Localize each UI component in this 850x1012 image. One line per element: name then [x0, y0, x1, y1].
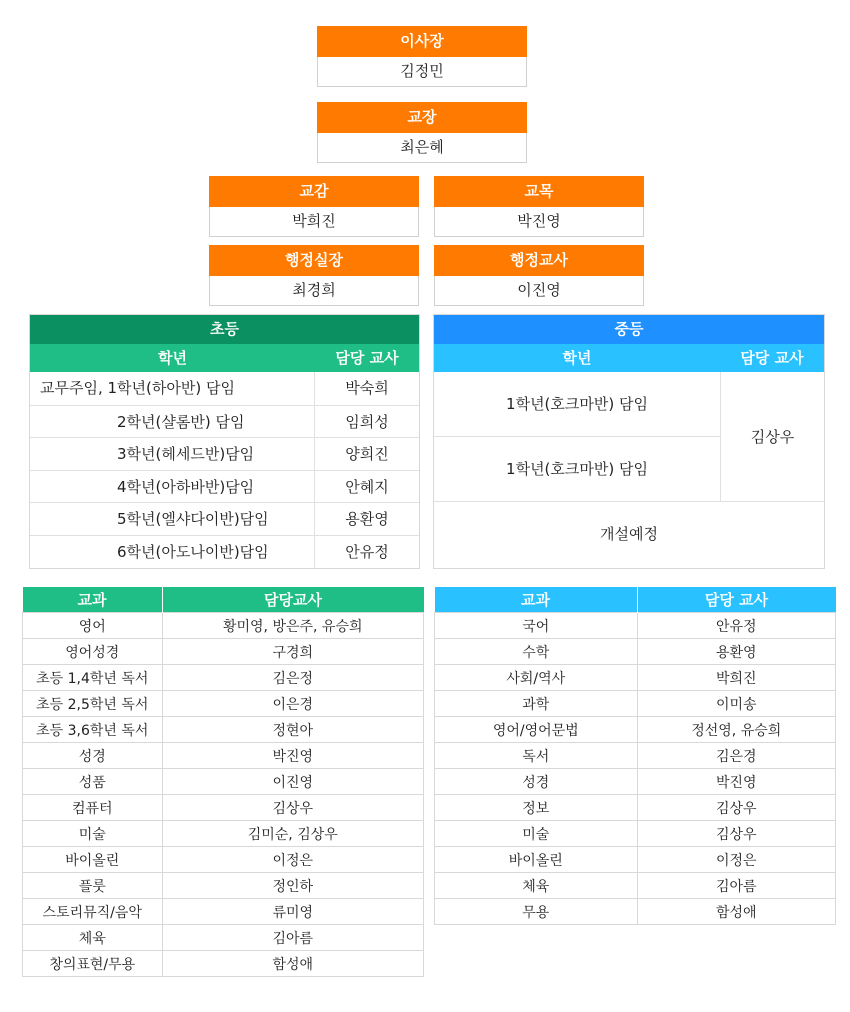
- subject-cell: 초등 2,5학년 독서: [23, 691, 163, 717]
- subject-row: [435, 743, 836, 769]
- teacher-cell: 안유정: [345, 542, 389, 561]
- subject-row: [23, 847, 424, 873]
- elementary-column-header: [30, 344, 419, 372]
- subject-row: [23, 821, 424, 847]
- teacher-cell: 용환영: [345, 510, 389, 529]
- subject-row: [435, 873, 836, 899]
- vice-principal-box: [209, 176, 419, 237]
- teacher-cell: 정선영, 유승희: [637, 717, 836, 743]
- subject-cell: 수학: [435, 639, 638, 665]
- subject-row: [23, 665, 424, 691]
- elementary-row: [30, 470, 419, 503]
- chairman-name: 김정민: [317, 57, 527, 87]
- elementary-row: [30, 535, 419, 568]
- subject-cell: 초등 1,4학년 독서: [23, 665, 163, 691]
- subject-cell: 플룻: [23, 873, 163, 899]
- grade-cell: 교무주임, 1학년(하아반) 담임: [30, 372, 315, 405]
- teacher-cell: 황미영, 방은주, 유승희: [162, 613, 424, 639]
- subject-row: [23, 795, 424, 821]
- teacher-cell: 박진영: [637, 769, 836, 795]
- elementary-grade-header: 학년: [158, 349, 187, 367]
- subject-row: [435, 769, 836, 795]
- principal-title: 교장: [317, 102, 527, 133]
- teacher-cell: 안유정: [637, 613, 836, 639]
- pastor-title: 교목: [434, 176, 644, 207]
- teacher-cell: 김아름: [637, 873, 836, 899]
- subject-row: [435, 691, 836, 717]
- subject-cell: 독서: [435, 743, 638, 769]
- subject-row: [23, 925, 424, 951]
- teacher-cell: 김은정: [162, 665, 424, 691]
- middle-teacher-cell: 김상우: [721, 372, 824, 502]
- elementary-panel: [29, 314, 420, 569]
- subject-row: [435, 717, 836, 743]
- elementary-subjects-table: [22, 587, 424, 977]
- subject-row: [23, 717, 424, 743]
- middle-column-header: [434, 344, 824, 372]
- subject-cell: 영어성경: [23, 639, 163, 665]
- subject-cell: 국어: [435, 613, 638, 639]
- subject-cell: 영어: [23, 613, 163, 639]
- teacher-cell: 양희진: [345, 445, 389, 464]
- teacher-cell: 정인하: [162, 873, 424, 899]
- teacher-cell: 함성애: [162, 951, 424, 977]
- subject-row: [23, 639, 424, 665]
- teacher-cell: 용환영: [637, 639, 836, 665]
- admin-teacher-name: 이진영: [434, 276, 644, 306]
- elementary-title: 초등: [30, 315, 419, 344]
- teacher-cell: 김미순, 김상우: [162, 821, 424, 847]
- subject-cell: 영어/영어문법: [435, 717, 638, 743]
- middle-teacher-header: 담당 교사: [740, 349, 804, 367]
- teacher-cell: 이정은: [162, 847, 424, 873]
- subject-header: 교과: [23, 587, 163, 613]
- teacher-cell: 안혜지: [345, 477, 389, 496]
- teacher-cell: 이진영: [162, 769, 424, 795]
- vice-principal-name: 박희진: [209, 207, 419, 237]
- subject-row: [23, 613, 424, 639]
- grade-cell: 3학년(헤세드반)담임: [30, 438, 315, 470]
- pastor-box: [434, 176, 644, 237]
- subject-cell: 체육: [435, 873, 638, 899]
- subject-cell: 창의표현/무용: [23, 951, 163, 977]
- teacher-cell: 류미영: [162, 899, 424, 925]
- teacher-cell: 김상우: [162, 795, 424, 821]
- subject-row: [23, 691, 424, 717]
- grade-cell: 6학년(아도나이반)담임: [30, 536, 315, 568]
- chairman-title: 이사장: [317, 26, 527, 57]
- subject-cell: 초등 3,6학년 독서: [23, 717, 163, 743]
- subject-cell: 미술: [23, 821, 163, 847]
- admin-head-box: [209, 245, 419, 306]
- middle-grade-cell: 1학년(호크마반) 담임: [434, 372, 720, 437]
- admin-teacher-box: [434, 245, 644, 306]
- subject-row: [23, 769, 424, 795]
- subject-row: [435, 899, 836, 925]
- grade-cell: 4학년(아하바반)담임: [30, 471, 315, 503]
- middle-panel: [433, 314, 825, 569]
- subject-row: [435, 665, 836, 691]
- elementary-row: [30, 372, 419, 405]
- teacher-cell: 박숙희: [345, 379, 389, 397]
- teacher-cell: 함성애: [637, 899, 836, 925]
- teacher-cell: 구경희: [162, 639, 424, 665]
- middle-subjects-table: [434, 587, 836, 925]
- middle-planned-note: 개설예정: [600, 525, 658, 543]
- teacher-cell: 박진영: [162, 743, 424, 769]
- principal-name: 최은혜: [317, 133, 527, 163]
- teacher-header: 담당 교사: [637, 587, 836, 613]
- teacher-cell: 이정은: [637, 847, 836, 873]
- middle-grade-cell: 1학년(호크마반) 담임: [434, 437, 720, 502]
- teacher-cell: 임희성: [345, 412, 389, 431]
- admin-teacher-title: 행정교사: [434, 245, 644, 276]
- elementary-row: [30, 437, 419, 470]
- elementary-teacher-header: 담당 교사: [335, 349, 399, 367]
- subject-header: 교과: [435, 587, 638, 613]
- subject-cell: 성품: [23, 769, 163, 795]
- subject-cell: 미술: [435, 821, 638, 847]
- teacher-cell: 이은경: [162, 691, 424, 717]
- subject-row: [435, 821, 836, 847]
- elementary-row: [30, 502, 419, 535]
- subject-cell: 과학: [435, 691, 638, 717]
- teacher-cell: 김상우: [637, 795, 836, 821]
- subject-row: [23, 899, 424, 925]
- teacher-cell: 김상우: [637, 821, 836, 847]
- subject-cell: 사회/역사: [435, 665, 638, 691]
- subject-row: [23, 873, 424, 899]
- admin-head-title: 행정실장: [209, 245, 419, 276]
- subject-cell: 체육: [23, 925, 163, 951]
- vice-principal-title: 교감: [209, 176, 419, 207]
- middle-grade-header: 학년: [562, 349, 592, 367]
- subject-row: [435, 639, 836, 665]
- pastor-name: 박진영: [434, 207, 644, 237]
- teacher-cell: 정현아: [162, 717, 424, 743]
- teacher-cell: 김아름: [162, 925, 424, 951]
- subject-cell: 컴퓨터: [23, 795, 163, 821]
- middle-title: 중등: [434, 315, 824, 344]
- subject-cell: 바이올린: [435, 847, 638, 873]
- grade-cell: 5학년(엘샤다이반)담임: [30, 503, 315, 535]
- subject-cell: 스토리뮤직/음악: [23, 899, 163, 925]
- chairman-box: [317, 26, 527, 87]
- subject-cell: 성경: [435, 769, 638, 795]
- teacher-cell: 박희진: [637, 665, 836, 691]
- subject-row: [435, 795, 836, 821]
- teacher-cell: 김은경: [637, 743, 836, 769]
- subject-cell: 성경: [23, 743, 163, 769]
- subject-row: [23, 951, 424, 977]
- subject-row: [23, 743, 424, 769]
- subject-row: [435, 613, 836, 639]
- middle-grade-table: [434, 372, 824, 502]
- principal-box: [317, 102, 527, 163]
- grade-cell: 2학년(샬롬반) 담임: [30, 406, 315, 438]
- teacher-cell: 이미송: [637, 691, 836, 717]
- admin-head-name: 최경희: [209, 276, 419, 306]
- elementary-row: [30, 405, 419, 438]
- subject-row: [435, 847, 836, 873]
- subject-cell: 정보: [435, 795, 638, 821]
- subject-cell: 바이올린: [23, 847, 163, 873]
- teacher-header: 담당교사: [162, 587, 424, 613]
- subject-cell: 무용: [435, 899, 638, 925]
